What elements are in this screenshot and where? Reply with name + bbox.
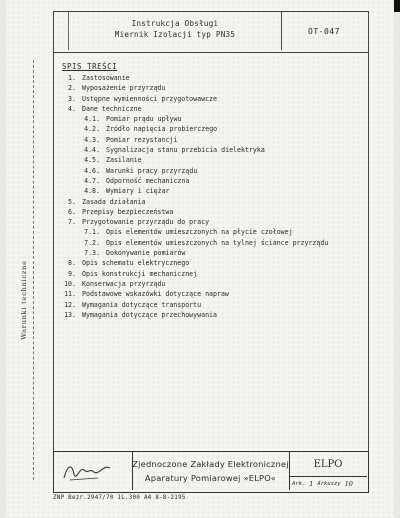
toc-item — [62, 104, 366, 114]
header-title-cell — [69, 12, 282, 50]
toc-item — [62, 166, 366, 176]
toc-item-number: 4.3. — [84, 135, 100, 144]
logo-page-cell — [289, 452, 367, 490]
print-footer: ZNP Bezr.2947/70 1L.300 A4 8-8-2195 — [53, 495, 186, 501]
toc-item-text: Zasada działania — [82, 197, 146, 206]
toc-item-number: 4.4. — [84, 146, 100, 155]
toc-item-text: Dokonywanie pomiarów — [106, 249, 186, 258]
toc-item-text: Zastosowanie — [82, 74, 130, 82]
toc-item-text: Pomiar prądu upływu — [106, 115, 182, 124]
scan-corner-mark — [394, 0, 400, 12]
document-code: OT-047 — [308, 26, 340, 36]
toc-item — [62, 207, 366, 217]
toc-item-text: Dane techniczne — [82, 104, 142, 113]
toc-item — [62, 248, 366, 258]
toc-item-number: 9. — [68, 269, 76, 278]
toc-item-text: Zasilanie — [106, 156, 142, 165]
side-label: Warunki techniczne — [20, 260, 28, 340]
toc-item-number: 6. — [68, 207, 76, 216]
toc-item — [62, 300, 366, 310]
toc-item — [62, 145, 366, 155]
toc-item-text: Opis konstrukcji mechanicznej — [82, 269, 198, 278]
page-number: 1 — [309, 479, 314, 488]
pages-label: Arkuszy — [317, 480, 341, 487]
toc-item-text: Ustępne wymienności przygotowawcze — [82, 94, 217, 103]
toc-item — [62, 114, 366, 124]
toc-item-text: Opis elementów umieszczonych na tylnej ściance przyrządu — [106, 238, 329, 247]
sheet-numbering — [289, 477, 367, 490]
toc-item — [62, 258, 366, 268]
company-line2: Aparatury Pomiarowej »ELPO« — [144, 473, 277, 483]
signature-cell — [54, 452, 133, 490]
toc-item-text: Pomiar rezystancji — [106, 135, 178, 144]
toc-item — [62, 238, 366, 248]
toc-title: SPIS TREŚCI — [62, 62, 118, 71]
toc-item-text: Wymiary i ciężar — [106, 187, 170, 196]
toc-item-text: Opis elementów umieszczonych na płycie czołowej — [106, 228, 293, 237]
toc-item-text: Podstawowe wskazówki dotyczące napraw — [82, 290, 229, 299]
toc-item-text: Przepisy bezpieczeństwa — [82, 207, 174, 216]
toc-item-number: 5. — [68, 197, 76, 206]
header-title-line2: Miernik Izolacji typ PN35 — [114, 30, 236, 39]
toc-item — [62, 176, 366, 186]
toc-item — [62, 94, 366, 104]
toc-item-text: Wymagania dotyczące transportu — [82, 300, 202, 309]
toc-item-text: Sygnalizacja stanu przebicia dielektryka — [106, 146, 265, 155]
toc-item-number: 4.8. — [84, 187, 100, 196]
toc-item — [62, 73, 366, 83]
pages-total: 10 — [344, 479, 353, 488]
toc-item-number: 4.5. — [84, 156, 100, 165]
toc-item-number: 4.6. — [84, 166, 100, 175]
toc-item-number: 12. — [64, 300, 76, 309]
toc-item — [62, 269, 366, 279]
toc-item-number: 4.1. — [84, 115, 100, 124]
signature-icon — [58, 456, 122, 486]
toc-item — [62, 310, 366, 320]
toc-item-number: 4. — [68, 104, 76, 113]
toc-item — [62, 83, 366, 93]
toc-item — [62, 135, 366, 145]
company-line1: Zjednoczone Zakłady Elektronicznej — [132, 459, 289, 469]
toc-item-number: 7.1. — [84, 228, 100, 237]
toc-item-number: 4.7. — [84, 176, 100, 185]
table-of-contents — [62, 73, 366, 320]
toc-item-text: Odporność mechaniczna — [106, 176, 190, 185]
toc-item-number: 8. — [68, 259, 76, 268]
toc-item-number: 13. — [64, 310, 76, 319]
toc-item — [62, 217, 366, 227]
toc-item-number: 7.2. — [84, 238, 100, 247]
toc-item-number: 10. — [64, 279, 76, 288]
header-left-cell — [54, 12, 69, 50]
toc-item — [62, 279, 366, 289]
toc-item — [62, 124, 366, 134]
toc-item-number: 7. — [68, 218, 76, 227]
header-title-line1: Instrukcja Obsługi — [131, 19, 219, 28]
company-cell — [132, 452, 290, 490]
toc-item — [62, 227, 366, 237]
toc-item-text: Opis schematu elektrycznego — [82, 259, 190, 268]
toc-item — [62, 186, 366, 196]
toc-item-text: Wymagania dotyczące przechowywania — [82, 310, 217, 319]
toc-item-text: Warunki pracy przyrządu — [106, 166, 198, 175]
page-label: Ark. — [292, 480, 306, 487]
toc-item-number: 1. — [68, 74, 76, 82]
toc-item-number: 4.2. — [84, 125, 100, 134]
toc-item — [62, 155, 366, 165]
elpo-logo: ELPO — [289, 452, 367, 477]
toc-item — [62, 197, 366, 207]
toc-item-text: Wyposażenie przyrządu — [82, 84, 166, 93]
toc-item-number: 2. — [68, 84, 76, 93]
toc-item-number: 7.3. — [84, 249, 100, 258]
toc-item-number: 3. — [68, 94, 76, 103]
toc-item-number: 11. — [64, 290, 76, 299]
toc-item — [62, 289, 366, 299]
toc-item-text: Przygotowanie przyrządu do pracy — [82, 218, 210, 227]
toc-item-text: Konserwacja przyrządu — [82, 279, 166, 288]
binding-margin-line — [33, 60, 35, 480]
toc-item-text: Źródło napięcia probierczego — [106, 125, 218, 134]
